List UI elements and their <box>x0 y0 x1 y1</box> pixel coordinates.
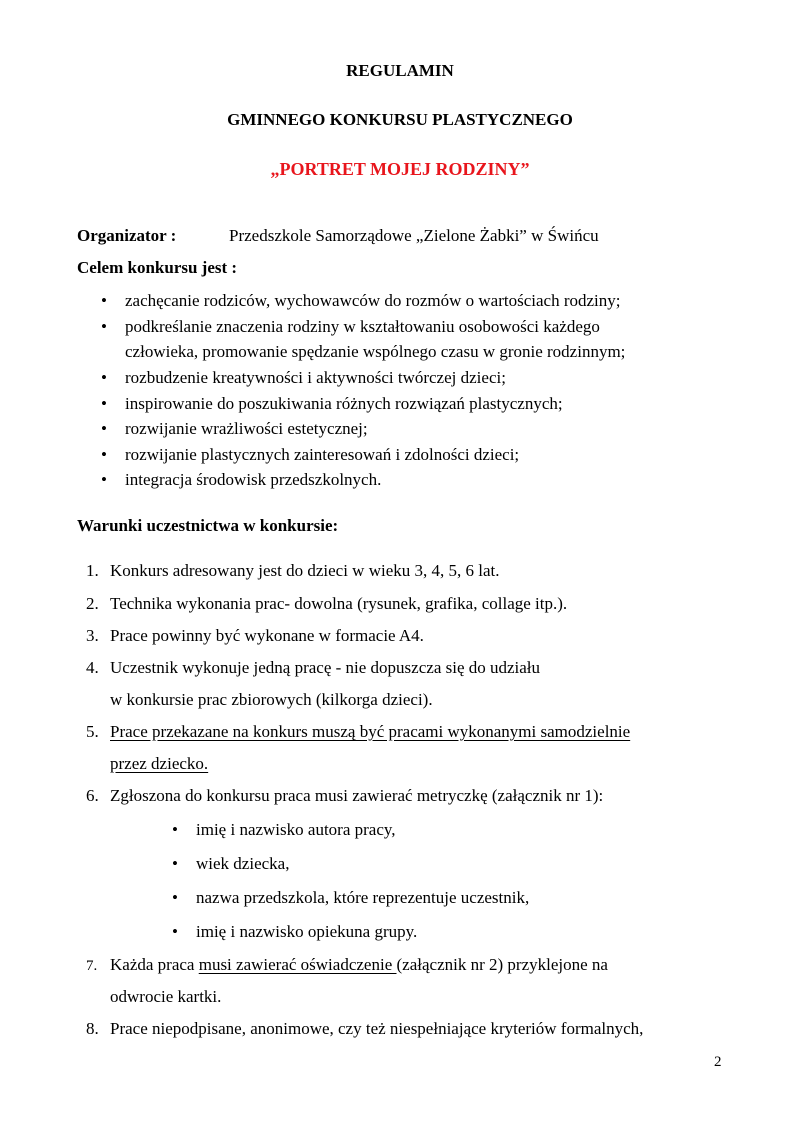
list-number: 2. <box>86 594 99 613</box>
condition-text: Każda praca <box>110 955 199 974</box>
goal-item: integracja środowisk przedszkolnych. <box>125 470 382 489</box>
list-number: 4. <box>86 658 99 677</box>
goal-item: rozwijanie wrażliwości estetycznej; <box>125 419 368 438</box>
list-number: 6. <box>86 786 99 805</box>
title-regulamin: REGULAMIN <box>346 61 454 80</box>
metryczka-item: wiek dziecka, <box>196 854 290 873</box>
metryczka-item: nazwa przedszkola, które reprezentuje uczestnik, <box>196 888 530 907</box>
condition-item: Prace niepodpisane, anonimowe, czy też niespełniające kryteriów formalnych, <box>110 1019 644 1038</box>
condition-item <box>110 955 608 975</box>
condition-item: Konkurs adresowany jest do dzieci w wieku 3, 4, 5, 6 lat. <box>110 561 500 580</box>
goals-heading: Celem konkursu jest : <box>77 258 238 277</box>
condition-text-underlined: musi zawierać oświadczenie <box>198 955 397 974</box>
list-number: 1. <box>86 561 99 580</box>
bullet-icon: • <box>101 445 107 464</box>
page-number: 2 <box>714 1054 722 1070</box>
condition-item-continued: w konkursie prac zbiorowych (kilkorga dzieci). <box>110 690 433 709</box>
bullet-icon: • <box>172 820 178 839</box>
condition-item: Zgłoszona do konkursu praca musi zawierać metryczkę (załącznik nr 1): <box>110 786 604 805</box>
list-number: 5. <box>86 722 99 741</box>
bullet-icon: • <box>101 419 107 438</box>
title-portret: „PORTRET MOJEJ RODZINY” <box>270 159 530 179</box>
goal-item-continued: człowieka, promowanie spędzanie wspólnego czasu w gronie rodzinnym; <box>125 342 626 361</box>
condition-item: Uczestnik wykonuje jedną pracę - nie dopuszcza się do udziału <box>110 658 541 677</box>
goal-item: podkreślanie znaczenia rodziny w kształtowaniu osobowości każdego <box>125 317 600 336</box>
bullet-icon: • <box>172 888 178 907</box>
goal-item: inspirowanie do poszukiwania różnych rozwiązań plastycznych; <box>125 394 563 413</box>
list-number: 8. <box>86 1019 99 1038</box>
condition-item: Prace powinny być wykonane w formacie A4. <box>110 626 424 645</box>
goal-item: zachęcanie rodziców, wychowawców do rozmów o wartościach rodziny; <box>125 291 621 310</box>
condition-text: (załącznik nr 2) przyklejone na <box>396 955 608 974</box>
list-number: 7. <box>86 958 98 974</box>
condition-item-underlined-continued: przez dziecko. <box>110 754 209 773</box>
bullet-icon: • <box>101 291 107 310</box>
list-number: 3. <box>86 626 99 645</box>
title-konkurs: GMINNEGO KONKURSU PLASTYCZNEGO <box>227 110 573 129</box>
goal-item: rozwijanie plastycznych zainteresowań i zdolności dzieci; <box>125 445 520 464</box>
condition-item-continued: odwrocie kartki. <box>110 987 222 1006</box>
condition-item: Technika wykonania prac- dowolna (rysunek, grafika, collage itp.). <box>110 594 568 613</box>
bullet-icon: • <box>101 368 107 387</box>
bullet-icon: • <box>172 922 178 941</box>
bullet-icon: • <box>101 317 107 336</box>
bullet-icon: • <box>101 394 107 413</box>
organizer-label: Organizator : <box>77 226 177 245</box>
condition-item-underlined: Prace przekazane na konkurs muszą być pracami wykonanymi samodzielnie <box>110 722 631 741</box>
goal-item: rozbudzenie kreatywności i aktywności twórczej dzieci; <box>125 368 506 387</box>
organizer-value: Przedszkole Samorządowe „Zielone Żabki” w Świńcu <box>229 226 599 245</box>
metryczka-item: imię i nazwisko opiekuna grupy. <box>196 922 418 941</box>
bullet-icon: • <box>101 470 107 489</box>
metryczka-item: imię i nazwisko autora pracy, <box>196 820 396 839</box>
bullet-icon: • <box>172 854 178 873</box>
conditions-heading: Warunki uczestnictwa w konkursie: <box>77 516 339 535</box>
